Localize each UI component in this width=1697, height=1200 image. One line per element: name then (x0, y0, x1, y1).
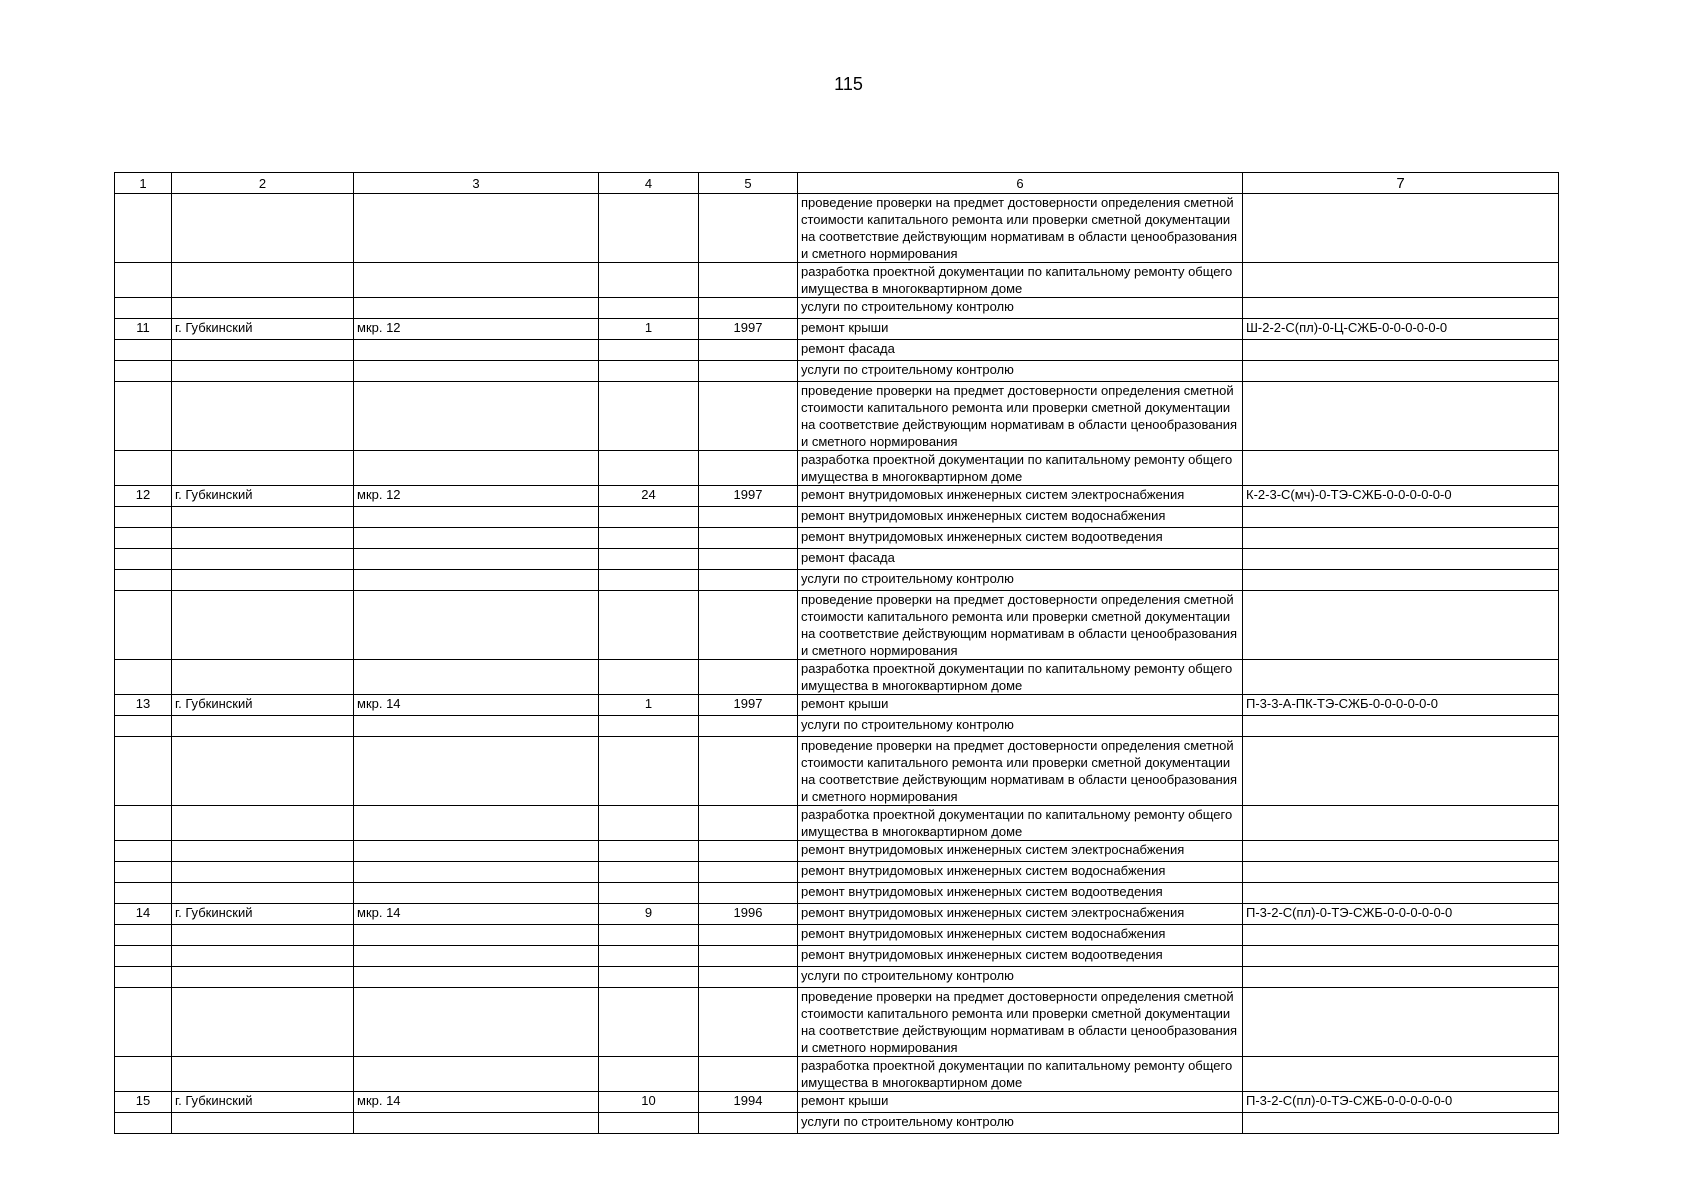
city-cell (172, 988, 354, 1057)
year-built-cell: 1997 (699, 486, 798, 507)
house-number-cell (599, 967, 699, 988)
year-built-cell (699, 528, 798, 549)
work-type-cell: услуги по строительному контролю (798, 298, 1243, 319)
house-code-cell: П-3-3-А-ПК-ТЭ-СЖБ-0-0-0-0-0-0 (1243, 695, 1559, 716)
city-cell: г. Губкинский (172, 319, 354, 340)
house-code-cell: П-3-2-С(пл)-0-ТЭ-СЖБ-0-0-0-0-0-0 (1243, 1092, 1559, 1113)
row-number-cell: 13 (115, 695, 172, 716)
year-built-cell (699, 263, 798, 298)
house-code-cell (1243, 1113, 1559, 1134)
table-row (115, 883, 1559, 904)
year-built-cell: 1997 (699, 319, 798, 340)
table-row (115, 806, 1559, 841)
street-cell (354, 382, 599, 451)
street-cell (354, 946, 599, 967)
house-code-cell: П-3-2-С(пл)-0-ТЭ-СЖБ-0-0-0-0-0-0 (1243, 904, 1559, 925)
city-cell (172, 194, 354, 263)
city-cell (172, 737, 354, 806)
work-type-cell: проведение проверки на предмет достоверности определения сметной стоимости капитального ремонта или проверки сметной документации на соответствие действующим нормативам в области ценообразования и сметного нормирования (798, 591, 1243, 660)
city-cell (172, 946, 354, 967)
house-number-cell (599, 862, 699, 883)
house-number-cell (599, 591, 699, 660)
house-code-cell (1243, 660, 1559, 695)
street-cell (354, 988, 599, 1057)
year-built-cell (699, 382, 798, 451)
work-type-cell: ремонт фасада (798, 549, 1243, 570)
house-number-cell (599, 1057, 699, 1092)
house-code-cell (1243, 591, 1559, 660)
year-built-cell (699, 883, 798, 904)
house-code-cell (1243, 883, 1559, 904)
table-row (115, 1057, 1559, 1092)
row-number-cell (115, 340, 172, 361)
row-number-cell (115, 660, 172, 695)
house-number-cell: 9 (599, 904, 699, 925)
table-row (115, 1092, 1559, 1113)
house-code-cell (1243, 841, 1559, 862)
city-cell (172, 263, 354, 298)
work-type-cell: проведение проверки на предмет достоверности определения сметной стоимости капитального ремонта или проверки сметной документации на соответствие действующим нормативам в области ценообразования и сметного нормирования (798, 737, 1243, 806)
page-number: 115 (834, 74, 863, 94)
street-cell (354, 451, 599, 486)
row-number-cell (115, 528, 172, 549)
row-number-cell (115, 507, 172, 528)
house-code-cell (1243, 263, 1559, 298)
table-row (115, 716, 1559, 737)
table-row (115, 841, 1559, 862)
street-cell (354, 1113, 599, 1134)
house-number-cell (599, 570, 699, 591)
city-cell (172, 570, 354, 591)
column-header: 1 (115, 173, 172, 194)
house-number-cell (599, 298, 699, 319)
work-type-cell: ремонт крыши (798, 695, 1243, 716)
house-number-cell (599, 451, 699, 486)
city-cell (172, 1057, 354, 1092)
column-header: 3 (354, 173, 599, 194)
row-number-cell (115, 737, 172, 806)
city-cell (172, 883, 354, 904)
year-built-cell (699, 988, 798, 1057)
table-row (115, 340, 1559, 361)
table-row (115, 1113, 1559, 1134)
house-code-cell (1243, 737, 1559, 806)
street-cell: мкр. 14 (354, 904, 599, 925)
house-number-cell (599, 340, 699, 361)
house-number-cell (599, 361, 699, 382)
year-built-cell (699, 591, 798, 660)
house-code-cell (1243, 988, 1559, 1057)
row-number-cell (115, 591, 172, 660)
work-type-cell: ремонт крыши (798, 1092, 1243, 1113)
house-number-cell (599, 1113, 699, 1134)
house-code-cell (1243, 194, 1559, 263)
city-cell (172, 925, 354, 946)
street-cell (354, 570, 599, 591)
work-type-cell: ремонт внутридомовых инженерных систем водоснабжения (798, 507, 1243, 528)
work-type-cell: ремонт внутридомовых инженерных систем электроснабжения (798, 841, 1243, 862)
work-type-cell: ремонт внутридомовых инженерных систем электроснабжения (798, 486, 1243, 507)
table-row (115, 737, 1559, 806)
row-number-cell (115, 263, 172, 298)
city-cell (172, 967, 354, 988)
work-type-cell: проведение проверки на предмет достоверности определения сметной стоимости капитального ремонта или проверки сметной документации на соответствие действующим нормативам в области ценообразования и сметного нормирования (798, 988, 1243, 1057)
table-row (115, 319, 1559, 340)
house-number-cell: 1 (599, 319, 699, 340)
house-code-cell (1243, 528, 1559, 549)
street-cell (354, 806, 599, 841)
house-number-cell (599, 549, 699, 570)
city-cell: г. Губкинский (172, 1092, 354, 1113)
street-cell (354, 298, 599, 319)
work-type-cell: ремонт внутридомовых инженерных систем водоотведения (798, 883, 1243, 904)
house-number-cell (599, 737, 699, 806)
table-row (115, 946, 1559, 967)
year-built-cell (699, 925, 798, 946)
row-number-cell (115, 862, 172, 883)
year-built-cell (699, 1113, 798, 1134)
house-number-cell (599, 507, 699, 528)
street-cell (354, 361, 599, 382)
house-code-cell (1243, 361, 1559, 382)
street-cell (354, 591, 599, 660)
street-cell (354, 507, 599, 528)
work-type-cell: ремонт внутридомовых инженерных систем водоотведения (798, 946, 1243, 967)
street-cell (354, 925, 599, 946)
row-number-cell (115, 716, 172, 737)
table-row (115, 967, 1559, 988)
city-cell: г. Губкинский (172, 486, 354, 507)
table-row (115, 263, 1559, 298)
work-type-cell: услуги по строительному контролю (798, 716, 1243, 737)
work-type-cell: услуги по строительному контролю (798, 361, 1243, 382)
house-number-cell: 24 (599, 486, 699, 507)
year-built-cell (699, 298, 798, 319)
house-number-cell (599, 988, 699, 1057)
street-cell (354, 340, 599, 361)
city-cell (172, 382, 354, 451)
city-cell (172, 591, 354, 660)
column-number-row (115, 173, 1559, 194)
city-cell (172, 660, 354, 695)
row-number-cell: 12 (115, 486, 172, 507)
house-code-cell (1243, 946, 1559, 967)
work-type-cell: услуги по строительному контролю (798, 570, 1243, 591)
table-row (115, 660, 1559, 695)
city-cell (172, 1113, 354, 1134)
work-type-cell: ремонт внутридомовых инженерных систем водоснабжения (798, 925, 1243, 946)
table-row (115, 570, 1559, 591)
street-cell (354, 967, 599, 988)
house-code-cell (1243, 1057, 1559, 1092)
house-number-cell (599, 883, 699, 904)
street-cell (354, 194, 599, 263)
city-cell (172, 716, 354, 737)
work-type-cell: ремонт внутридомовых инженерных систем электроснабжения (798, 904, 1243, 925)
table-row (115, 695, 1559, 716)
row-number-cell (115, 298, 172, 319)
work-type-cell: разработка проектной документации по капитальному ремонту общего имущества в многоквартирном доме (798, 263, 1243, 298)
street-cell (354, 862, 599, 883)
table-row (115, 451, 1559, 486)
city-cell (172, 507, 354, 528)
work-type-cell: услуги по строительному контролю (798, 1113, 1243, 1134)
street-cell: мкр. 12 (354, 486, 599, 507)
row-number-cell (115, 194, 172, 263)
city-cell (172, 340, 354, 361)
table-row (115, 486, 1559, 507)
street-cell: мкр. 14 (354, 695, 599, 716)
street-cell: мкр. 12 (354, 319, 599, 340)
work-type-cell: ремонт фасада (798, 340, 1243, 361)
table-row (115, 298, 1559, 319)
house-number-cell (599, 382, 699, 451)
column-header: 6 (798, 173, 1243, 194)
work-type-cell: ремонт крыши (798, 319, 1243, 340)
house-number-cell (599, 528, 699, 549)
year-built-cell (699, 946, 798, 967)
column-header: 2 (172, 173, 354, 194)
year-built-cell (699, 716, 798, 737)
house-code-cell (1243, 967, 1559, 988)
year-built-cell: 1997 (699, 695, 798, 716)
street-cell (354, 737, 599, 806)
row-number-cell (115, 451, 172, 486)
table-row (115, 988, 1559, 1057)
house-code-cell: Ш-2-2-С(пл)-0-Ц-СЖБ-0-0-0-0-0-0 (1243, 319, 1559, 340)
city-cell (172, 528, 354, 549)
street-cell (354, 883, 599, 904)
house-number-cell (599, 946, 699, 967)
house-number-cell: 1 (599, 695, 699, 716)
city-cell (172, 862, 354, 883)
house-code-cell (1243, 340, 1559, 361)
row-number-cell (115, 806, 172, 841)
year-built-cell (699, 507, 798, 528)
city-cell (172, 451, 354, 486)
work-type-cell: ремонт внутридомовых инженерных систем водоснабжения (798, 862, 1243, 883)
street-cell (354, 549, 599, 570)
city-cell (172, 361, 354, 382)
house-number-cell (599, 263, 699, 298)
work-type-cell: разработка проектной документации по капитальному ремонту общего имущества в многоквартирном доме (798, 806, 1243, 841)
table-row (115, 549, 1559, 570)
row-number-cell (115, 570, 172, 591)
year-built-cell (699, 1057, 798, 1092)
house-number-cell (599, 194, 699, 263)
street-cell (354, 660, 599, 695)
city-cell (172, 298, 354, 319)
house-code-cell (1243, 716, 1559, 737)
table-row (115, 361, 1559, 382)
year-built-cell (699, 361, 798, 382)
year-built-cell (699, 451, 798, 486)
column-header: 7 (1243, 173, 1559, 194)
street-cell (354, 1057, 599, 1092)
house-code-cell: К-2-3-С(мч)-0-ТЭ-СЖБ-0-0-0-0-0-0 (1243, 486, 1559, 507)
work-type-cell: разработка проектной документации по капитальному ремонту общего имущества в многоквартирном доме (798, 660, 1243, 695)
house-code-cell (1243, 382, 1559, 451)
row-number-cell (115, 1113, 172, 1134)
row-number-cell (115, 925, 172, 946)
row-number-cell: 11 (115, 319, 172, 340)
row-number-cell (115, 883, 172, 904)
year-built-cell: 1996 (699, 904, 798, 925)
city-cell (172, 806, 354, 841)
year-built-cell (699, 340, 798, 361)
street-cell (354, 841, 599, 862)
table-row (115, 507, 1559, 528)
year-built-cell (699, 194, 798, 263)
house-code-cell (1243, 451, 1559, 486)
row-number-cell (115, 988, 172, 1057)
year-built-cell (699, 841, 798, 862)
year-built-cell (699, 806, 798, 841)
table-row (115, 382, 1559, 451)
street-cell (354, 263, 599, 298)
work-type-cell: разработка проектной документации по капитальному ремонту общего имущества в многоквартирном доме (798, 451, 1243, 486)
column-header: 4 (599, 173, 699, 194)
street-cell: мкр. 14 (354, 1092, 599, 1113)
table-row (115, 862, 1559, 883)
house-code-cell (1243, 549, 1559, 570)
row-number-cell (115, 967, 172, 988)
work-type-cell: ремонт внутридомовых инженерных систем водоотведения (798, 528, 1243, 549)
work-type-cell: проведение проверки на предмет достоверности определения сметной стоимости капитального ремонта или проверки сметной документации на соответствие действующим нормативам в области ценообразования и сметного нормирования (798, 382, 1243, 451)
house-number-cell: 10 (599, 1092, 699, 1113)
house-code-cell (1243, 298, 1559, 319)
city-cell (172, 841, 354, 862)
table-row (115, 904, 1559, 925)
table-body (115, 194, 1559, 1134)
row-number-cell (115, 1057, 172, 1092)
table-row (115, 528, 1559, 549)
year-built-cell: 1994 (699, 1092, 798, 1113)
house-number-cell (599, 716, 699, 737)
house-number-cell (599, 660, 699, 695)
row-number-cell: 15 (115, 1092, 172, 1113)
row-number-cell (115, 841, 172, 862)
table-row (115, 194, 1559, 263)
city-cell: г. Губкинский (172, 695, 354, 716)
house-number-cell (599, 806, 699, 841)
row-number-cell (115, 382, 172, 451)
house-code-cell (1243, 507, 1559, 528)
city-cell (172, 549, 354, 570)
house-code-cell (1243, 862, 1559, 883)
row-number-cell (115, 361, 172, 382)
row-number-cell: 14 (115, 904, 172, 925)
capital-repair-table (114, 172, 1559, 1134)
street-cell (354, 528, 599, 549)
work-type-cell: разработка проектной документации по капитальному ремонту общего имущества в многоквартирном доме (798, 1057, 1243, 1092)
row-number-cell (115, 549, 172, 570)
table-row (115, 591, 1559, 660)
year-built-cell (699, 737, 798, 806)
row-number-cell (115, 946, 172, 967)
column-header: 5 (699, 173, 798, 194)
house-code-cell (1243, 570, 1559, 591)
year-built-cell (699, 660, 798, 695)
year-built-cell (699, 549, 798, 570)
house-number-cell (599, 841, 699, 862)
city-cell: г. Губкинский (172, 904, 354, 925)
table-row (115, 925, 1559, 946)
work-type-cell: услуги по строительному контролю (798, 967, 1243, 988)
year-built-cell (699, 570, 798, 591)
house-code-cell (1243, 925, 1559, 946)
house-number-cell (599, 925, 699, 946)
year-built-cell (699, 862, 798, 883)
house-code-cell (1243, 806, 1559, 841)
street-cell (354, 716, 599, 737)
year-built-cell (699, 967, 798, 988)
work-type-cell: проведение проверки на предмет достоверности определения сметной стоимости капитального ремонта или проверки сметной документации на соответствие действующим нормативам в области ценообразования и сметного нормирования (798, 194, 1243, 263)
